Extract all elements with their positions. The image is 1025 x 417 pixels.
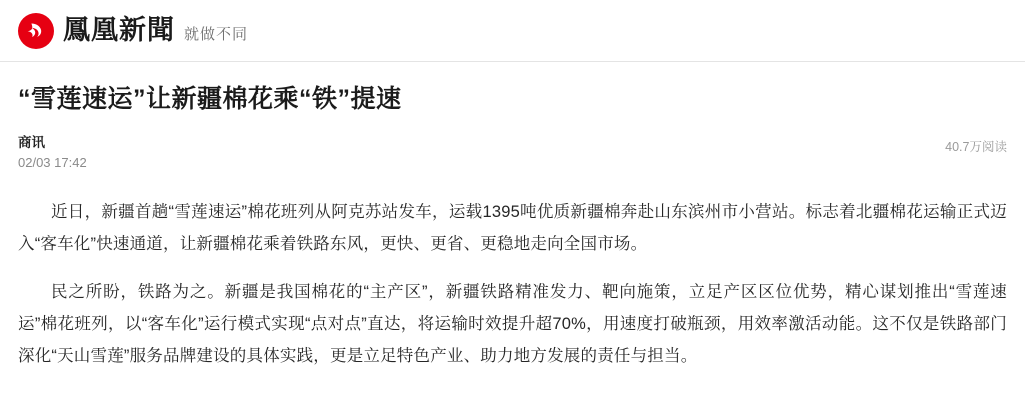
page-title: “雪莲速运”让新疆棉花乘“铁”提速 <box>18 85 402 113</box>
brand-logo[interactable] <box>18 13 248 49</box>
article-paragraph: 民之所盼，铁路为之。新疆是我国棉花的“主产区”，新疆铁路精准发力、靶向施策，立足产区区位优势，精心谋划推出“雪莲速运”棉花班列，以“客车化”运行模式实现“点对点”直达，将运输时效提升超70%，用速度打破瓶颈，用效率激活动能。这不仅是铁路部门深化“天山雪莲”服务品牌建设的具体实践，更是立足特色产业、助力地方发展的责任与担当。 <box>18 282 1007 365</box>
article-meta <box>18 136 1007 182</box>
header-divider <box>0 61 1025 62</box>
brand-slogan: 就做不同 <box>184 27 249 43</box>
read-count-badge: 40.7万阅读 <box>945 139 1007 154</box>
article-paragraph: 近日，新疆首趟“雪莲速运”棉花班列从阿克苏站发车，运载1395吨优质新疆棉奔赴山东滨州市小营站。标志着北疆棉花运输正式迈入“客车化”快速通道，让新疆棉花乘着铁路东风，更快、更省、更稳地走向全国市场。 <box>18 202 1007 253</box>
site-header <box>0 0 1025 61</box>
brand-name: 鳳凰新聞 <box>63 15 175 45</box>
phoenix-logo-icon <box>18 13 54 49</box>
article-body <box>18 182 1007 372</box>
article-container <box>0 61 1025 372</box>
meta-left-group <box>18 136 1007 170</box>
article-timestamp: 02/03 17:42 <box>18 155 87 170</box>
article-source: 商讯 <box>18 134 45 150</box>
